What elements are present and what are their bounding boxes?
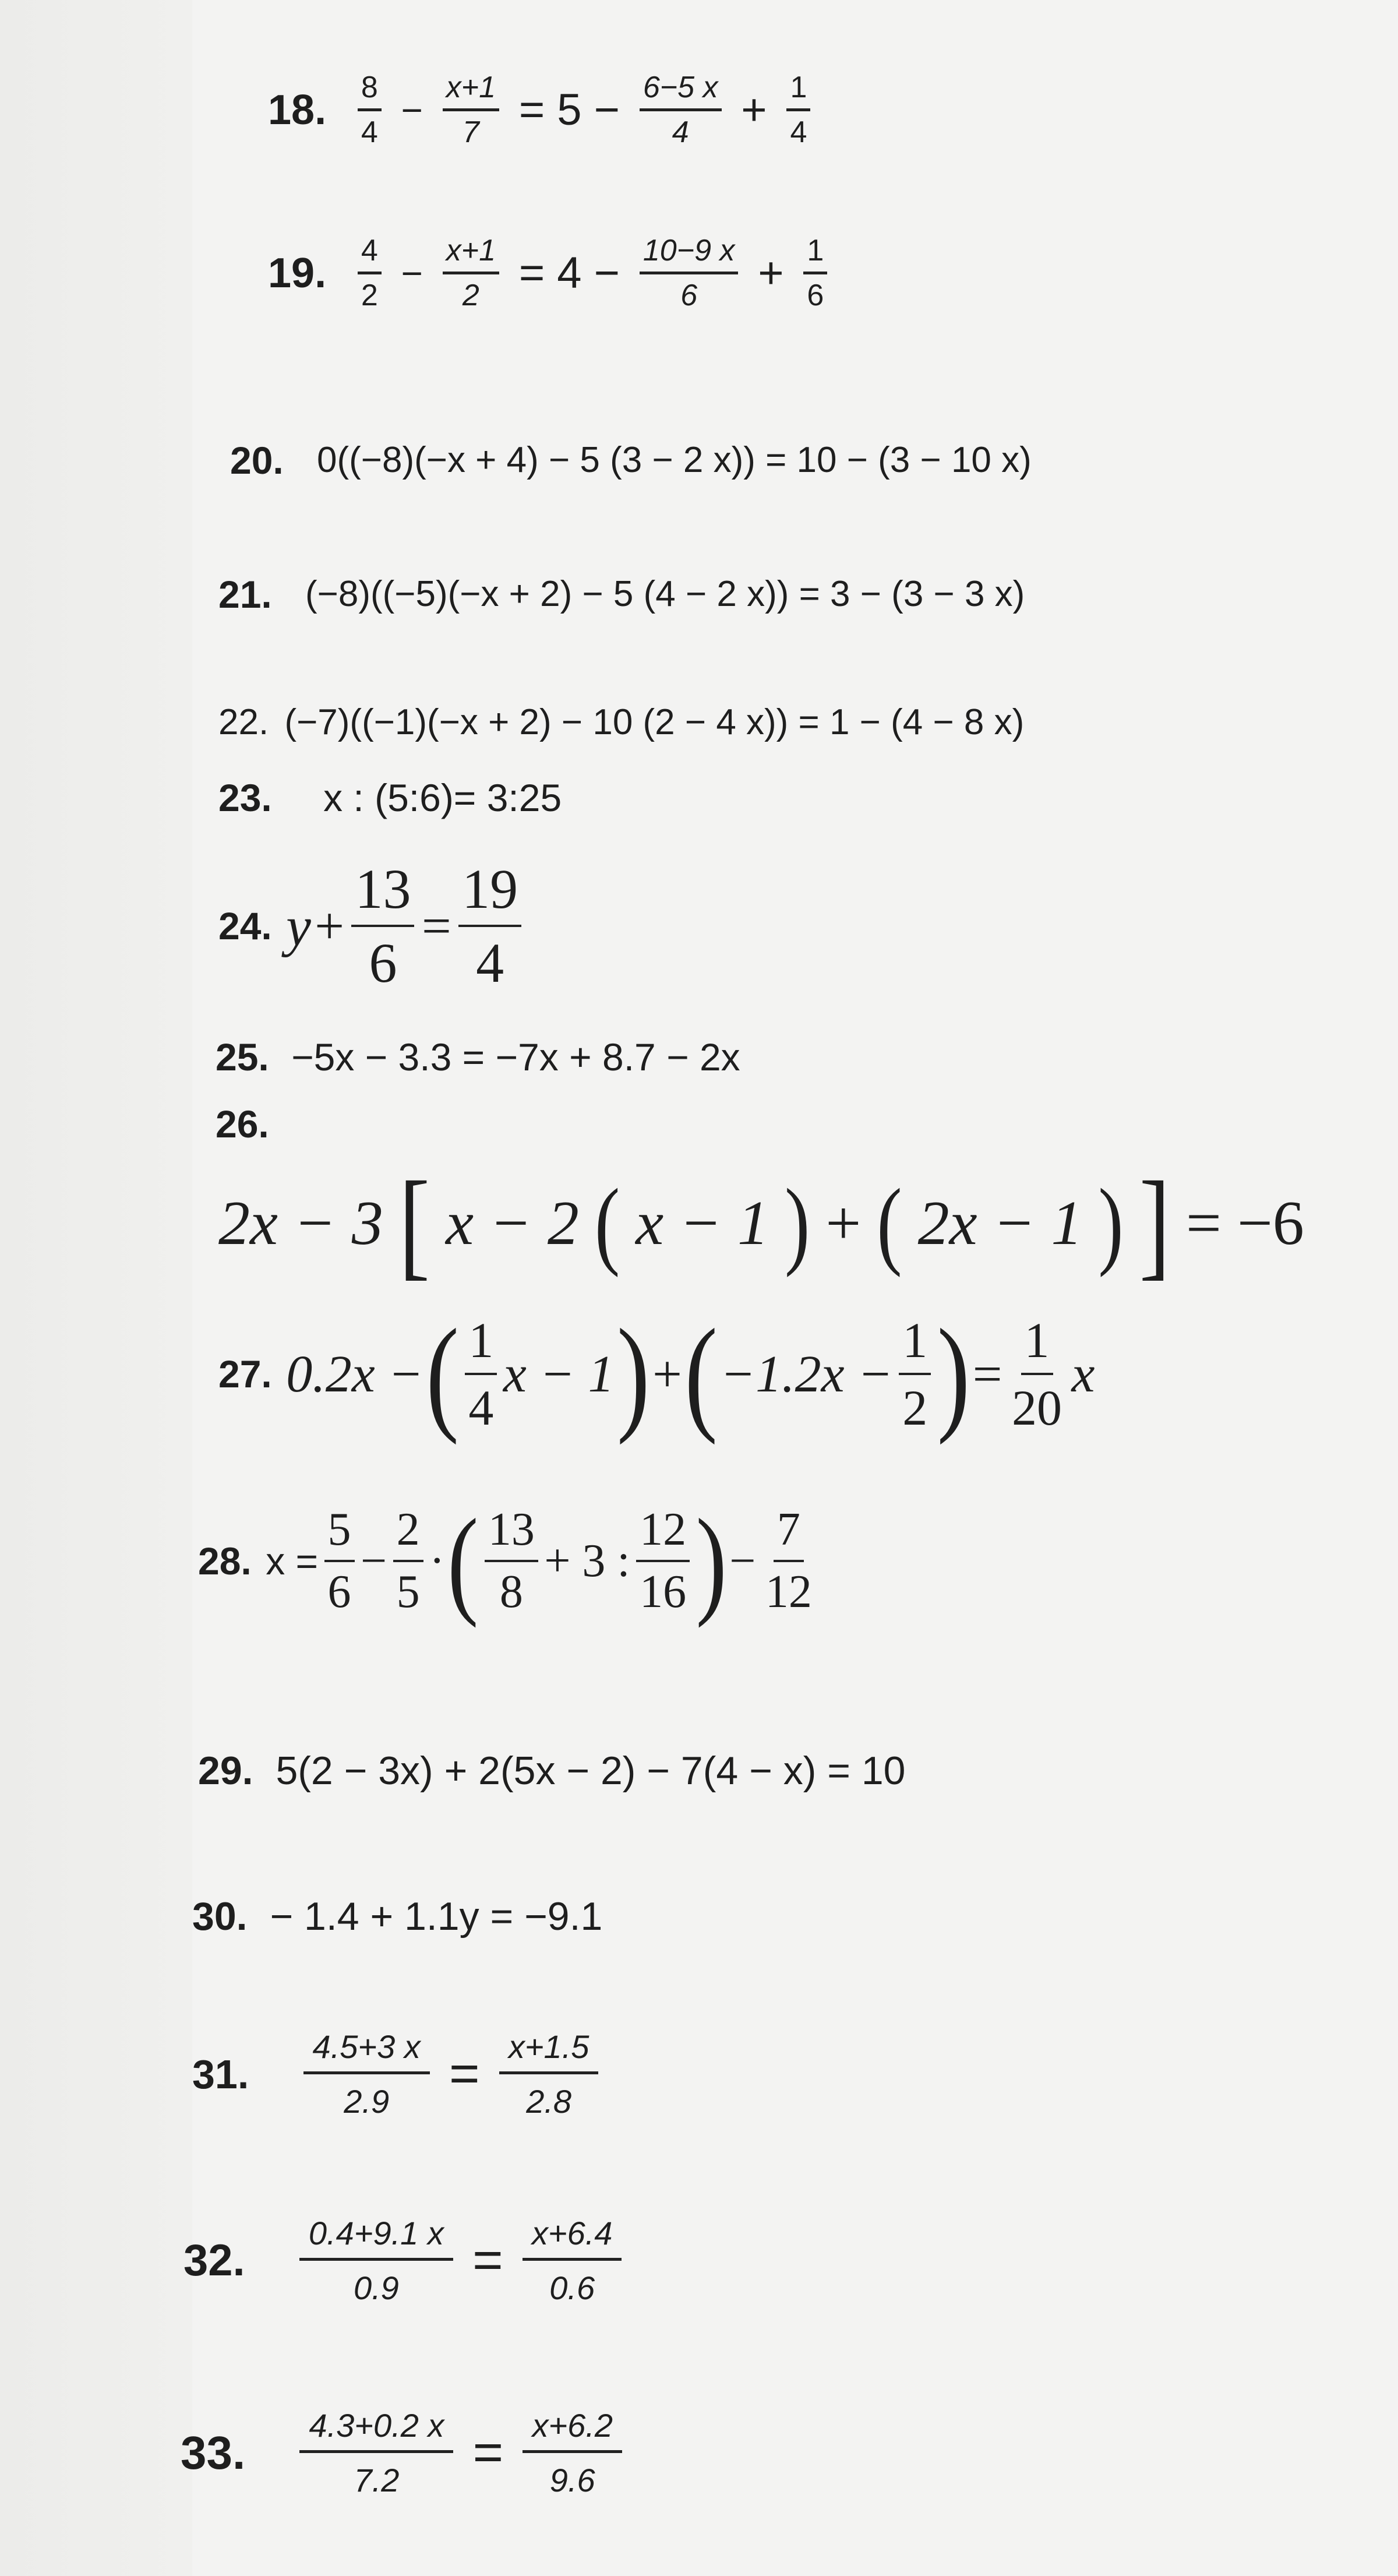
fraction: $\frac{x+6.2}{9.6}$ <box>523 2406 622 2499</box>
operator: + <box>825 1189 862 1258</box>
equation-text: −5x − 3.3 = −7x + 8.7 − 2x <box>291 1035 740 1079</box>
operator: = 5 − <box>518 85 620 135</box>
operator: − <box>401 252 423 294</box>
fraction: $\frac{1}{20}$ <box>1012 1312 1062 1436</box>
problem-20 <box>230 437 1398 482</box>
equation-text: (−7)((−1)(−x + 2) − 10 (2 − 4 x)) = 1 − (4 − 8 x) <box>284 702 1025 743</box>
problem-22 <box>218 699 1398 743</box>
problem-26-number <box>216 1098 1398 1146</box>
problem-18 <box>268 70 1398 150</box>
paren: ( <box>684 1302 718 1446</box>
operator: + 3 : <box>544 1535 630 1587</box>
fraction: $\frac{10-9 x}{6}$ <box>640 233 739 313</box>
problem-number: 27. <box>218 1352 272 1396</box>
problem-number: 31. <box>192 2051 249 2097</box>
operator: = <box>472 2231 503 2289</box>
paren: ( <box>426 1302 459 1446</box>
fraction: $\frac{4}{2}$ <box>358 233 382 313</box>
operator: = <box>472 2423 504 2482</box>
problem-21 <box>218 571 1398 616</box>
problem-number: 28. <box>198 1539 252 1583</box>
problem-number: 23. <box>218 776 272 819</box>
problem-24 <box>218 857 1398 995</box>
problem-31 <box>192 2028 1398 2120</box>
fraction: $\frac{5}{6}$ <box>324 1503 355 1619</box>
problem-number: 18. <box>268 86 327 133</box>
operator: · <box>429 1535 445 1587</box>
paren: ( <box>877 1169 902 1278</box>
problem-number: 19. <box>268 249 327 297</box>
problem-number: 33. <box>181 2426 246 2479</box>
equation-text: 0((−8)(−x + 4) − 5 (3 − 2 x)) = 10 − (3 − 10 x) <box>316 440 1032 481</box>
bracket: [ <box>398 1156 430 1291</box>
fraction: $\frac{x+6.4}{0.6}$ <box>523 2214 622 2307</box>
operator: = <box>972 1345 1002 1403</box>
problem-number: 21. <box>218 572 272 616</box>
problem-25 <box>216 1031 1398 1079</box>
operator: + <box>315 897 345 955</box>
fraction: $\frac{1}{4}$ <box>465 1311 497 1437</box>
equation-part: x − 2 <box>446 1189 579 1258</box>
fraction: $\frac{4.5+3 x}{2.9}$ <box>303 2028 430 2120</box>
fraction: $\frac{1}{6}$ <box>803 233 827 313</box>
scan-background <box>0 0 192 2576</box>
worksheet-page <box>181 0 1398 2576</box>
problem-32 <box>183 2214 1398 2307</box>
equation-text: − 1.4 + 1.1y = −9.1 <box>270 1894 603 1939</box>
variable-y: y <box>286 894 311 957</box>
problem-number: 22. <box>218 702 269 743</box>
problem-number: 30. <box>192 1894 248 1939</box>
fraction: $\frac{19}{4}$ <box>458 857 521 995</box>
fraction: $\frac{6-5 x}{4}$ <box>640 70 722 150</box>
operator: + <box>652 1345 682 1403</box>
operator: + <box>741 85 767 135</box>
problem-26 <box>218 1156 1398 1291</box>
equation-part: x − 1 <box>503 1345 615 1403</box>
equation-text: x : (5:6)= 3:25 <box>323 776 562 819</box>
fraction: $\frac{13}{8}$ <box>485 1503 538 1619</box>
operator: = 4 − <box>518 248 620 298</box>
equation-part: 2x − 3 <box>218 1189 383 1258</box>
equation-part: 0.2x − <box>286 1345 423 1403</box>
operator: = <box>449 2045 480 2103</box>
equation-text: (−8)((−5)(−x + 2) − 5 (4 − 2 x)) = 3 − (3 − 3 x) <box>305 574 1025 615</box>
equation-part: = −6 <box>1185 1189 1304 1258</box>
paren: ( <box>594 1169 620 1278</box>
problem-33 <box>181 2406 1398 2499</box>
fraction: $\frac{1}{2}$ <box>899 1311 931 1437</box>
problem-number: 24. <box>218 904 272 947</box>
fraction: $\frac{12}{16}$ <box>636 1503 690 1619</box>
fraction: $\frac{x+1}{7}$ <box>443 70 499 150</box>
problem-number: 20. <box>230 438 284 482</box>
operator: − <box>729 1535 756 1587</box>
problem-19 <box>268 233 1398 313</box>
paren: ) <box>1098 1169 1124 1278</box>
fraction: $\frac{4.3+0.2 x}{7.2}$ <box>299 2406 453 2499</box>
bracket: ] <box>1139 1156 1170 1291</box>
equation-part: −1.2x − <box>720 1345 893 1403</box>
problem-number: 29. <box>198 1749 253 1793</box>
problem-30 <box>192 1891 1398 1939</box>
equation-text: 5(2 − 3x) + 2(5x − 2) − 7(4 − x) = 10 <box>276 1749 906 1793</box>
fraction: $\frac{2}{5}$ <box>393 1503 423 1619</box>
fraction: $\frac{8}{4}$ <box>358 70 382 150</box>
fraction: $\frac{1}{4}$ <box>786 70 810 150</box>
paren: ) <box>696 1493 727 1629</box>
variable-x: x <box>1071 1345 1095 1403</box>
operator: + <box>758 248 784 298</box>
problem-27 <box>218 1302 1398 1446</box>
problem-23 <box>218 772 1398 820</box>
fraction: $\frac{0.4+9.1 x}{0.9}$ <box>299 2214 453 2307</box>
paren: ) <box>617 1302 650 1446</box>
fraction: $\frac{x+1}{2}$ <box>443 233 499 313</box>
problem-29 <box>198 1745 1398 1793</box>
equation-part: x = <box>266 1539 319 1583</box>
problem-number: 26. <box>216 1102 269 1146</box>
problem-number: 25. <box>216 1035 269 1079</box>
equation-part: 2x − 1 <box>917 1189 1083 1258</box>
problem-28 <box>198 1493 1398 1629</box>
paren: ) <box>937 1302 970 1446</box>
operator: − <box>401 89 423 131</box>
fraction: $\frac{7}{12}$ <box>765 1504 812 1618</box>
equation-part: x − 1 <box>636 1189 769 1258</box>
operator: − <box>361 1535 387 1587</box>
paren: ( <box>447 1493 479 1629</box>
paren: ) <box>785 1169 810 1278</box>
problem-number: 32. <box>183 2236 245 2285</box>
fraction: $\frac{x+1.5}{2.8}$ <box>499 2028 599 2120</box>
fraction: $\frac{13}{6}$ <box>351 857 414 995</box>
operator: = <box>421 897 451 955</box>
